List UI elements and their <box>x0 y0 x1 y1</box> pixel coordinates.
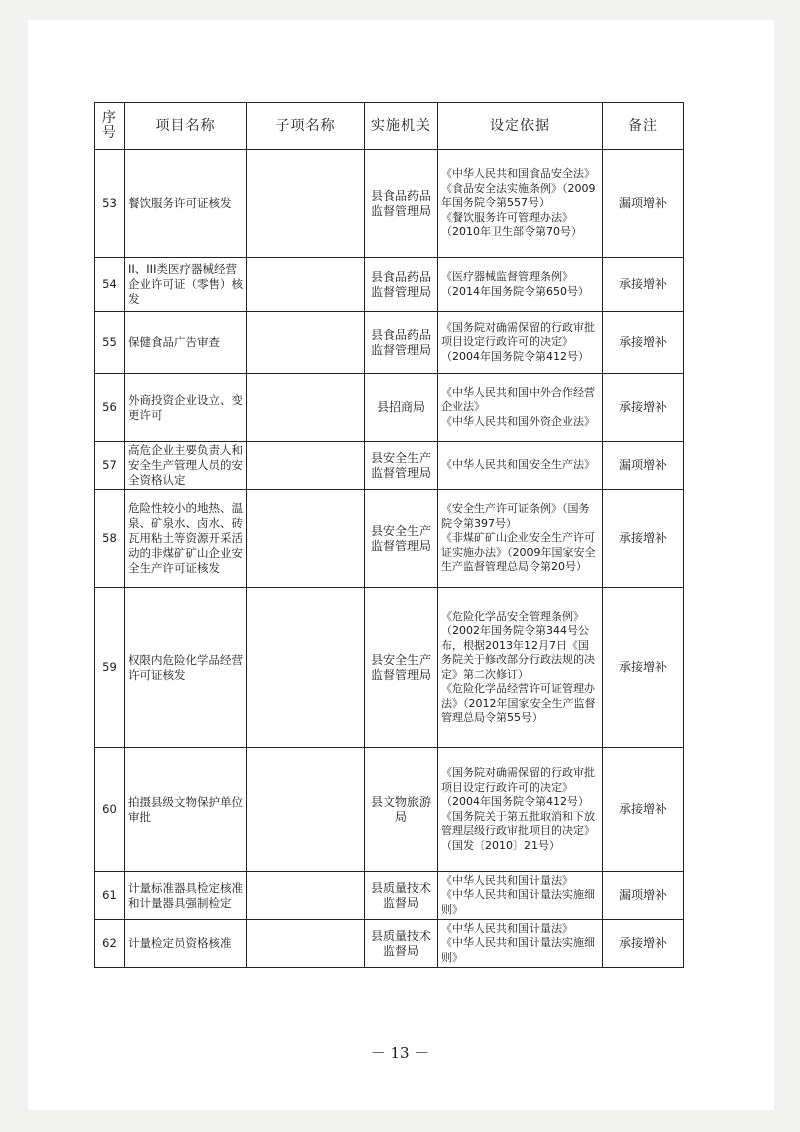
cell-remarks: 承接增补 <box>603 490 684 588</box>
cell-legal-basis <box>438 490 603 588</box>
table-row <box>95 490 684 588</box>
cell-legal-basis <box>438 872 603 920</box>
header-legal-basis: 设定依据 <box>438 103 603 150</box>
cell-item-name: 外商投资企业设立、变更许可 <box>125 374 247 442</box>
cell-item-name: 权限内危险化学品经营许可证核发 <box>125 588 247 748</box>
cell-implementing-agency: 县招商局 <box>365 374 438 442</box>
cell-sub-item-name <box>247 258 365 312</box>
cell-serial-no: 57 <box>95 442 125 490</box>
table-row <box>95 150 684 258</box>
cell-legal-basis <box>438 920 603 968</box>
cell-sub-item-name <box>247 588 365 748</box>
cell-implementing-agency: 县安全生产监督管理局 <box>365 442 438 490</box>
legal-basis-line: 《医疗器械监督管理条例》（2014年国务院令第650号） <box>441 270 589 298</box>
legal-basis-line: 《食品安全法实施条例》（2009年国务院令第557号） <box>441 181 596 210</box>
approval-items-table <box>94 102 684 968</box>
legal-basis-line: 《餐饮服务许可管理办法》（2010年卫生部令第70号） <box>441 210 582 239</box>
table-row <box>95 748 684 872</box>
legal-basis-line: 《中华人民共和国安全生产法》 <box>441 458 595 472</box>
legal-basis-line: 《国务院对确需保留的行政审批项目设定行政许可的决定》（2004年国务院令第412号） <box>441 320 595 363</box>
legal-basis-line: 《中华人民共和国食品安全法》 <box>441 167 595 181</box>
cell-implementing-agency: 县质量技术监督局 <box>365 920 438 968</box>
cell-remarks: 承接增补 <box>603 258 684 312</box>
cell-remarks: 承接增补 <box>603 588 684 748</box>
cell-item-name: 计量标准器具检定核准和计量器具强制检定 <box>125 872 247 920</box>
cell-remarks: 漏项增补 <box>603 150 684 258</box>
cell-implementing-agency: 县食品药品监督管理局 <box>365 258 438 312</box>
cell-remarks: 承接增补 <box>603 748 684 872</box>
cell-sub-item-name <box>247 374 365 442</box>
table-row <box>95 872 684 920</box>
cell-sub-item-name <box>247 748 365 872</box>
page-number: － 13 － <box>370 1044 430 1062</box>
legal-basis-line: 《危险化学品安全管理条例》（2002年国务院令第344号公布，根据2013年12月7日《国务院关于修改部分行政法规的决定》第二次修订） <box>441 609 595 681</box>
table-row <box>95 588 684 748</box>
header-implementing-agency: 实施机关 <box>365 103 438 150</box>
legal-basis-line: 《危险化学品经营许可证管理办法》（2012年国家安全生产监督管理总局令第55号） <box>441 682 596 724</box>
cell-item-name: 拍摄县级文物保护单位审批 <box>125 748 247 872</box>
cell-serial-no: 53 <box>95 150 125 258</box>
table-header-row <box>95 103 684 150</box>
cell-legal-basis <box>438 258 603 312</box>
cell-serial-no: 61 <box>95 872 125 920</box>
cell-sub-item-name <box>247 920 365 968</box>
cell-remarks: 承接增补 <box>603 312 684 374</box>
cell-remarks: 漏项增补 <box>603 442 684 490</box>
cell-sub-item-name <box>247 442 365 490</box>
legal-basis-line: 《中华人民共和国计量法实施细则》 <box>441 888 595 916</box>
cell-serial-no: 60 <box>95 748 125 872</box>
table-row <box>95 258 684 312</box>
cell-item-name: 危险性较小的地热、温泉、矿泉水、卤水、砖瓦用粘土等资源开采活动的非煤矿矿山企业安全生产许可证核发 <box>125 490 247 588</box>
legal-basis-line: 《中华人民共和国计量法》 <box>441 921 573 935</box>
legal-basis-line: 《安全生产许可证条例》（国务院令第397号） <box>441 502 590 530</box>
cell-serial-no: 62 <box>95 920 125 968</box>
table-row <box>95 374 684 442</box>
cell-sub-item-name <box>247 150 365 258</box>
header-serial-no: 序号 <box>95 103 125 150</box>
cell-legal-basis <box>438 748 603 872</box>
cell-legal-basis <box>438 442 603 490</box>
cell-serial-no: 58 <box>95 490 125 588</box>
table-row <box>95 442 684 490</box>
cell-implementing-agency: 县安全生产监督管理局 <box>365 490 438 588</box>
cell-item-name: II、III类医疗器械经营企业许可证（零售）核发 <box>125 258 247 312</box>
header-remarks: 备注 <box>603 103 684 150</box>
cell-sub-item-name <box>247 872 365 920</box>
cell-implementing-agency: 县食品药品监督管理局 <box>365 150 438 258</box>
cell-serial-no: 59 <box>95 588 125 748</box>
cell-implementing-agency: 县食品药品监督管理局 <box>365 312 438 374</box>
cell-implementing-agency: 县安全生产监督管理局 <box>365 588 438 748</box>
legal-basis-line: 《中华人民共和国外资企业法》 <box>441 414 595 428</box>
legal-basis-line: 《中华人民共和国计量法》 <box>441 873 573 887</box>
legal-basis-line: 《国务院对确需保留的行政审批项目设定行政许可的决定》（2004年国务院令第412号） <box>441 766 595 808</box>
legal-basis-line: 《国务院关于第五批取消和下放管理层级行政审批项目的决定》（国发〔2010〕21号） <box>441 809 595 852</box>
cell-serial-no: 55 <box>95 312 125 374</box>
cell-legal-basis <box>438 374 603 442</box>
cell-implementing-agency: 县质量技术监督局 <box>365 872 438 920</box>
cell-legal-basis <box>438 312 603 374</box>
cell-remarks: 承接增补 <box>603 374 684 442</box>
cell-serial-no: 54 <box>95 258 125 312</box>
cell-remarks: 漏项增补 <box>603 872 684 920</box>
table-row <box>95 312 684 374</box>
cell-sub-item-name <box>247 312 365 374</box>
cell-sub-item-name <box>247 490 365 588</box>
header-sub-item-name: 子项名称 <box>247 103 365 150</box>
cell-legal-basis <box>438 150 603 258</box>
legal-basis-line: 《中华人民共和国计量法实施细则》 <box>441 936 595 964</box>
cell-serial-no: 56 <box>95 374 125 442</box>
cell-legal-basis <box>438 588 603 748</box>
cell-item-name: 餐饮服务许可证核发 <box>125 150 247 258</box>
legal-basis-line: 《非煤矿矿山企业安全生产许可证实施办法》（2009年国家安全生产监督管理总局令第20号） <box>441 531 596 574</box>
cell-item-name: 高危企业主要负责人和安全生产管理人员的安全资格认定 <box>125 442 247 490</box>
cell-item-name: 保健食品广告审查 <box>125 312 247 374</box>
table-row <box>95 920 684 968</box>
cell-item-name: 计量检定员资格核准 <box>125 920 247 968</box>
legal-basis-line: 《中华人民共和国中外合作经营企业法》 <box>441 385 595 414</box>
header-item-name: 项目名称 <box>125 103 247 150</box>
cell-remarks: 承接增补 <box>603 920 684 968</box>
cell-implementing-agency: 县文物旅游局 <box>365 748 438 872</box>
